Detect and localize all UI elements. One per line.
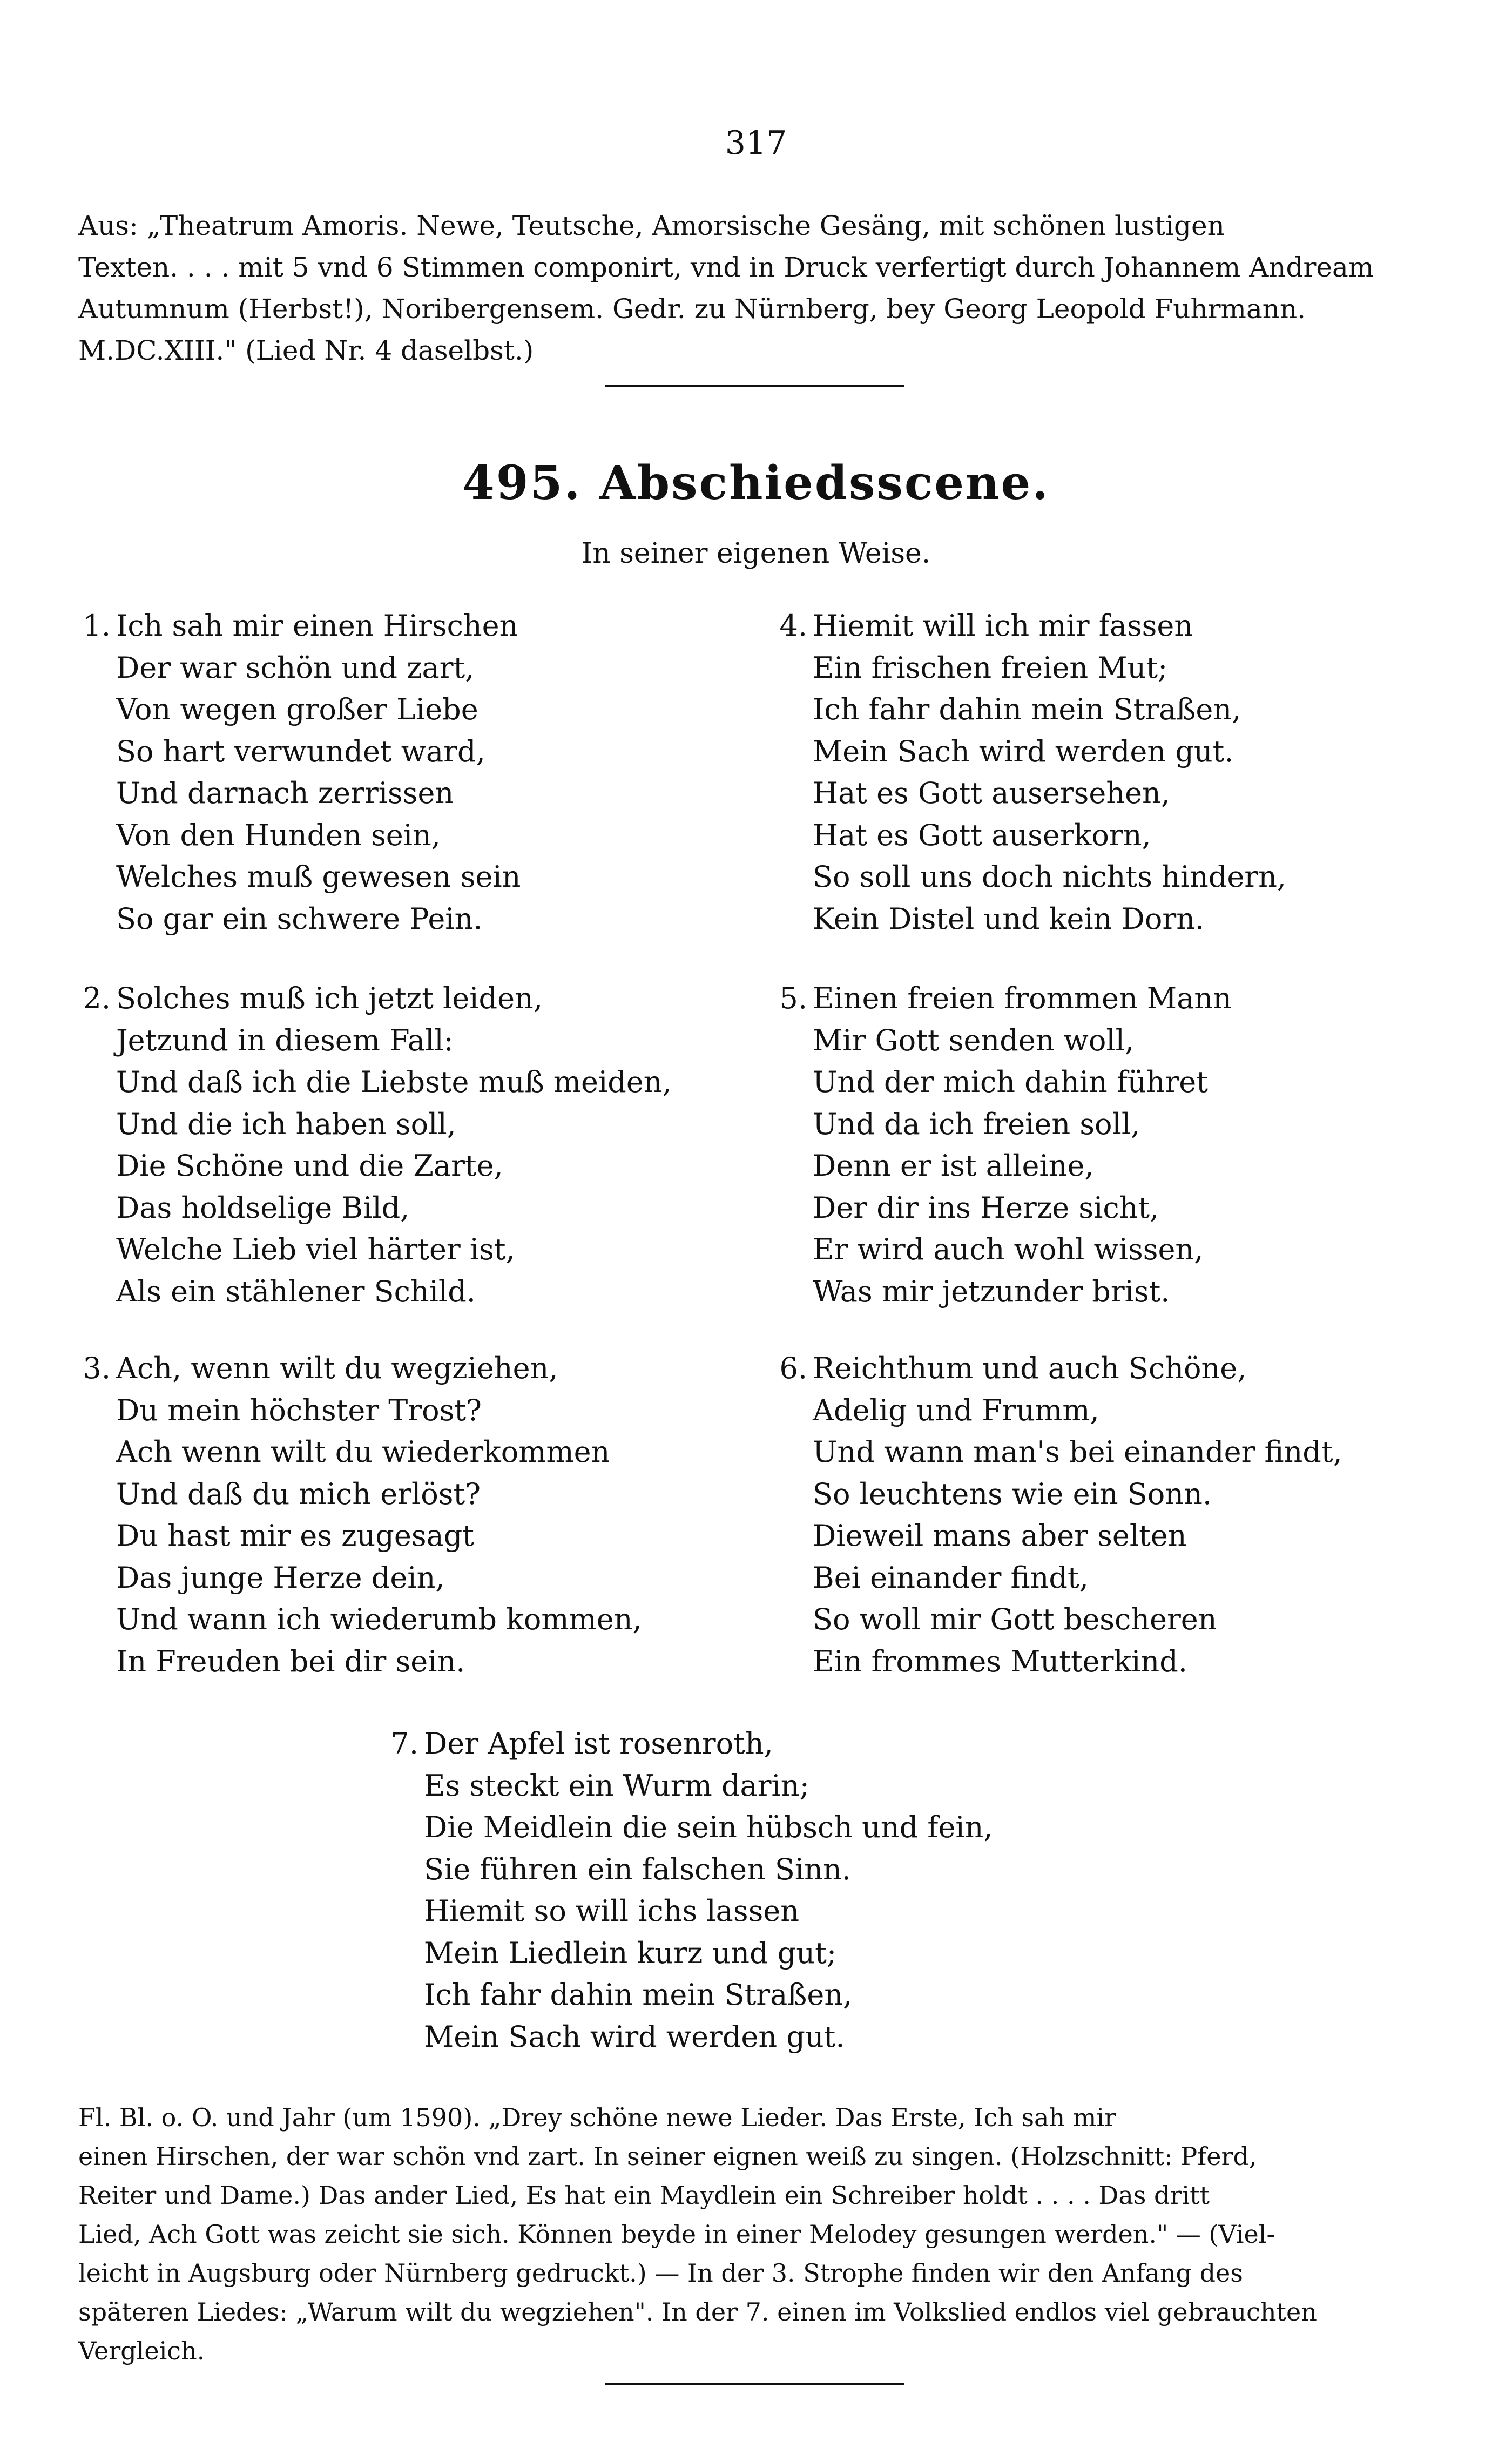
verse-line: Hat es Gott ausersehen,: [813, 776, 1171, 810]
song-number: 495.: [462, 456, 582, 510]
footnote-line: leicht in Augsburg oder Nürnberg gedruckt.) — In der 3. Strophe finden wir den Anfang des: [78, 2258, 1243, 2288]
verse-line: Von wegen großer Liebe: [116, 692, 478, 726]
verse-line: Und daß ich die Liebste muß meiden,: [116, 1065, 672, 1099]
verse-line: So woll mir Gott bescheren: [813, 1602, 1217, 1636]
stanza-number: 6.: [779, 1351, 807, 1385]
stanza-number: 3.: [83, 1351, 111, 1385]
song-heading: [0, 454, 1512, 513]
source-note-line: M.DC.XIII." (Lied Nr. 4 daselbst.): [78, 335, 534, 366]
verse-line: Und da ich freien soll,: [813, 1107, 1140, 1141]
verse-line: Hiemit so will ichs lassen: [424, 1894, 800, 1928]
verse-line: Sie führen ein falschen Sinn.: [424, 1852, 851, 1886]
divider-rule: [605, 385, 905, 387]
verse-line: Ich fahr dahin mein Straßen,: [813, 692, 1241, 726]
verse-line: Hat es Gott auserkorn,: [813, 818, 1151, 852]
footnote-line: Lied, Ach Gott was zeicht sie sich. Können beyde in einer Melodey gesungen werden." — (Viel-: [78, 2220, 1275, 2249]
source-note-line: Autumnum (Herbst!), Noribergensem. Gedr. zu Nürnberg, bey Georg Leopold Fuhrmann.: [78, 293, 1306, 325]
stanza-6: [779, 1347, 1342, 1682]
verse-line: Und der mich dahin führet: [813, 1065, 1208, 1099]
stanza-number: 5.: [779, 981, 807, 1015]
verse-line: Mein Sach wird werden gut.: [424, 2019, 845, 2054]
verse-line: Denn er ist alleine,: [813, 1149, 1094, 1183]
footnote-line: einen Hirschen, der war schön vnd zart. In seiner eignen weiß zu singen. (Holzschnitt: Pferd,: [78, 2142, 1257, 2171]
verse-line: Ich sah mir einen Hirschen: [116, 609, 518, 643]
verse-line: So soll uns doch nichts hindern,: [813, 860, 1287, 894]
verse-line: Ach, wenn wilt du wegziehen,: [116, 1351, 558, 1385]
verse-line: Ich fahr dahin mein Straßen,: [424, 1978, 853, 2012]
source-note: [78, 205, 1434, 372]
verse-line: Du hast mir es zugesagt: [116, 1519, 475, 1553]
stanza-5: [779, 977, 1232, 1312]
source-note-line: Texten. . . . mit 5 vnd 6 Stimmen componirt, vnd in Druck verfertigt durch Johannem Andream: [78, 252, 1374, 283]
verse-line: Der dir ins Herze sicht,: [813, 1190, 1159, 1225]
verse-line: Welches muß gewesen sein: [116, 860, 521, 894]
verse-line: Ach wenn wilt du wiederkommen: [116, 1435, 610, 1469]
verse-line: Als ein stählener Schild.: [116, 1274, 476, 1309]
verse-line: Mein Liedlein kurz und gut;: [424, 1936, 837, 1970]
stanza-1: [83, 605, 521, 940]
verse-line: In Freuden bei dir sein.: [116, 1644, 465, 1678]
stanza-number: 7.: [390, 1727, 418, 1761]
verse-line: Und die ich haben soll,: [116, 1107, 456, 1141]
footnote: [78, 2098, 1434, 2370]
verse-line: Du mein höchster Trost?: [116, 1393, 482, 1427]
verse-line: So hart verwundet ward,: [116, 734, 485, 768]
stanza-number: 2.: [83, 981, 111, 1015]
verse-line: Einen freien frommen Mann: [813, 981, 1232, 1015]
verse-line: Reichthum und auch Schöne,: [813, 1351, 1247, 1385]
stanza-4: [779, 605, 1287, 940]
verse-line: Hiemit will ich mir fassen: [813, 609, 1193, 643]
verse-line: Die Meidlein die sein hübsch und fein,: [424, 1810, 993, 1844]
footnote-line: Reiter und Dame.) Das ander Lied, Es hat ein Maydlein ein Schreiber holdt . . . . Das dritt: [78, 2181, 1210, 2210]
verse-line: Der war schön und zart,: [116, 650, 475, 685]
verse-line: Dieweil mans aber selten: [813, 1519, 1187, 1553]
melody-note: In seiner eigenen Weise.: [581, 537, 931, 570]
footnote-line: Fl. Bl. o. O. und Jahr (um 1590). „Drey schöne newe Lieder. Das Erste, Ich sah mir: [78, 2103, 1117, 2132]
verse-line: Der Apfel ist rosenroth,: [424, 1727, 773, 1761]
verse-line: Mein Sach wird werden gut.: [813, 734, 1234, 768]
verse-line: Ein frischen freien Mut;: [813, 650, 1168, 685]
stanza-3: [83, 1347, 642, 1682]
verse-line: Solches muß ich jetzt leiden,: [116, 981, 543, 1015]
verse-line: Was mir jetzunder brist.: [813, 1274, 1170, 1309]
verse-line: Und wann ich wiederumb kommen,: [116, 1602, 642, 1636]
footnote-line: Vergleich.: [78, 2336, 205, 2365]
verse-line: Kein Distel und kein Dorn.: [813, 901, 1205, 936]
verse-line: Ein frommes Mutterkind.: [813, 1644, 1187, 1678]
page-number: 317: [725, 124, 787, 162]
verse-line: Und darnach zerrissen: [116, 776, 454, 810]
verse-line: So gar ein schwere Pein.: [116, 901, 483, 936]
verse-line: Von den Hunden sein,: [116, 818, 441, 852]
verse-line: Das holdselige Bild,: [116, 1190, 410, 1225]
song-title: Abschiedsscene.: [599, 456, 1050, 510]
verse-line: Und wann man's bei einander findt,: [813, 1435, 1342, 1469]
verse-line: Die Schöne und die Zarte,: [116, 1149, 503, 1183]
verse-line: Mir Gott senden woll,: [813, 1023, 1135, 1057]
stanza-number: 4.: [779, 609, 807, 643]
verse-line: Es steckt ein Wurm darin;: [424, 1768, 809, 1803]
verse-line: Das junge Herze dein,: [116, 1560, 445, 1595]
verse-line: So leuchtens wie ein Sonn.: [813, 1476, 1212, 1511]
stanza-number: 1.: [83, 609, 111, 643]
verse-line: Er wird auch wohl wissen,: [813, 1232, 1204, 1266]
footnote-line: späteren Liedes: „Warum wilt du wegziehen". In der 7. einen im Volkslied endlos viel gebrauchten: [78, 2297, 1317, 2326]
verse-line: Jetzund in diesem Fall:: [116, 1023, 454, 1057]
verse-line: Bei einander findt,: [813, 1560, 1089, 1595]
verse-line: Und daß du mich erlöst?: [116, 1476, 481, 1511]
stanza-2: [83, 977, 672, 1312]
divider-rule: [605, 2383, 905, 2385]
verse-line: Welche Lieb viel härter ist,: [116, 1232, 515, 1266]
source-note-line: Aus: „Theatrum Amoris. Newe, Teutsche, Amorsische Gesäng, mit schönen lustigen: [78, 210, 1225, 241]
verse-line: Adelig und Frumm,: [813, 1393, 1099, 1427]
stanza-7: [390, 1723, 993, 2058]
